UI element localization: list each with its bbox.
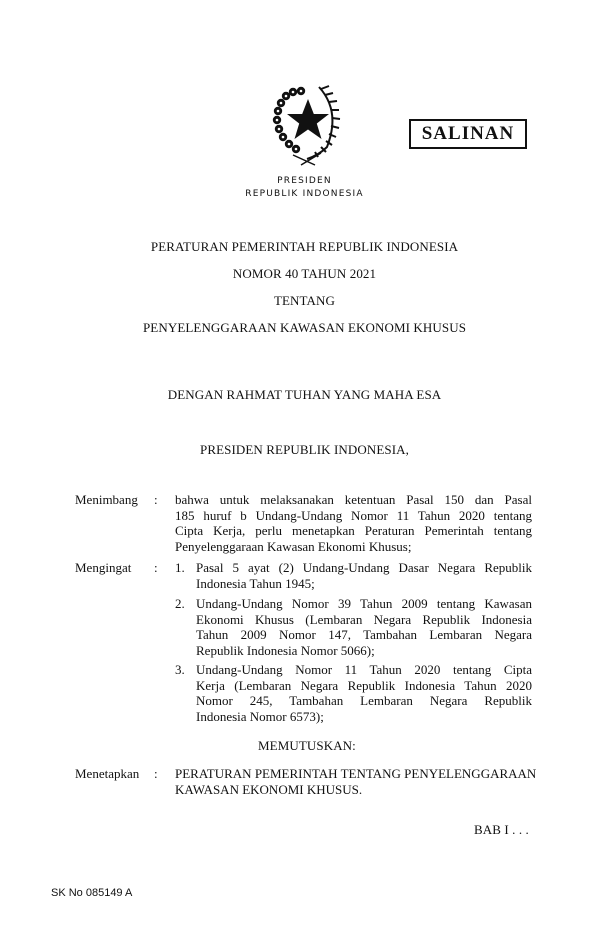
regulation-title: PERATURAN PEMERINTAH REPUBLIK INDONESIA	[150, 239, 459, 254]
mengingat-line: Pasal 5 ayat (2) Undang-Undang Dasar Negara Republik	[196, 560, 532, 575]
regulation-number: NOMOR 40 TAHUN 2021	[232, 266, 377, 281]
menimbang-colon: :	[154, 492, 158, 507]
mengingat-line: Tahun 2009 Nomor 147, Tambahan Lembaran Negara	[196, 627, 532, 642]
menetapkan-colon: :	[154, 766, 158, 781]
salinan-stamp: SALINAN	[409, 119, 527, 149]
memutuskan-heading: MEMUTUSKAN:	[258, 738, 356, 753]
menimbang-line: Penyelenggaraan Kawasan Ekonomi Khusus;	[175, 538, 412, 554]
mengingat-colon: :	[154, 560, 158, 575]
mengingat-line: Undang-Undang Nomor 39 Tahun 2009 tentang Kawasan	[196, 596, 532, 611]
serial-number: SK No 085149 A	[51, 887, 133, 899]
mengingat-line: Kerja (Lembaran Negara Republik Indonesia Tahun 2020	[196, 677, 532, 693]
authority: PRESIDEN REPUBLIK INDONESIA,	[200, 442, 409, 457]
menimbang-label: Menimbang	[75, 492, 138, 507]
mengingat-line: Undang-Undang Nomor 11 Tahun 2020 tentang Cipta	[196, 662, 532, 677]
mengingat-line: Republik Indonesia Nomor 5066);	[196, 642, 375, 658]
mengingat-item-3	[196, 662, 532, 724]
regulation-about: TENTANG	[273, 293, 336, 308]
mengingat-line: Ekonomi Khusus (Lembaran Negara Republik Indonesia	[196, 611, 532, 627]
mengingat-item-number: 2.	[175, 596, 185, 611]
mengingat-item-number: 3.	[175, 662, 185, 677]
mengingat-line: Indonesia Nomor 6573);	[196, 708, 324, 724]
menetapkan-text	[175, 766, 537, 797]
menimbang-text	[175, 492, 532, 554]
menetapkan-label: Menetapkan	[75, 766, 140, 781]
menimbang-line: Cipta Kerja, perlu menetapkan Peraturan Pemerintah tentang	[175, 523, 532, 538]
mengingat-label: Mengingat	[75, 560, 132, 575]
menimbang-line: 185 huruf b Undang-Undang Nomor 11 Tahun 2020 tentang	[175, 507, 532, 523]
invocation: DENGAN RAHMAT TUHAN YANG MAHA ESA	[167, 387, 442, 402]
mengingat-item-number: 1.	[175, 560, 185, 575]
mengingat-item-1	[196, 560, 532, 591]
mengingat-line: Nomor 245, Tambahan Lembaran Negara Republik	[196, 693, 532, 708]
institution-line1: PRESIDEN	[277, 176, 332, 186]
regulation-subject: PENYELENGGARAAN KAWASAN EKONOMI KHUSUS	[142, 320, 467, 335]
menimbang-line: bahwa untuk melaksanakan ketentuan Pasal 150 dan Pasal	[175, 492, 532, 507]
mengingat-item-2	[196, 596, 532, 658]
continuation-marker: BAB I . . .	[474, 822, 529, 837]
presidential-emblem-icon	[271, 81, 345, 169]
menetapkan-line: KAWASAN EKONOMI KHUSUS.	[175, 781, 363, 797]
mengingat-line: Indonesia Tahun 1945;	[196, 575, 315, 591]
menetapkan-line: PERATURAN PEMERINTAH TENTANG PENYELENGGARAAN	[175, 766, 537, 781]
institution-line2: REPUBLIK INDONESIA	[245, 189, 364, 199]
